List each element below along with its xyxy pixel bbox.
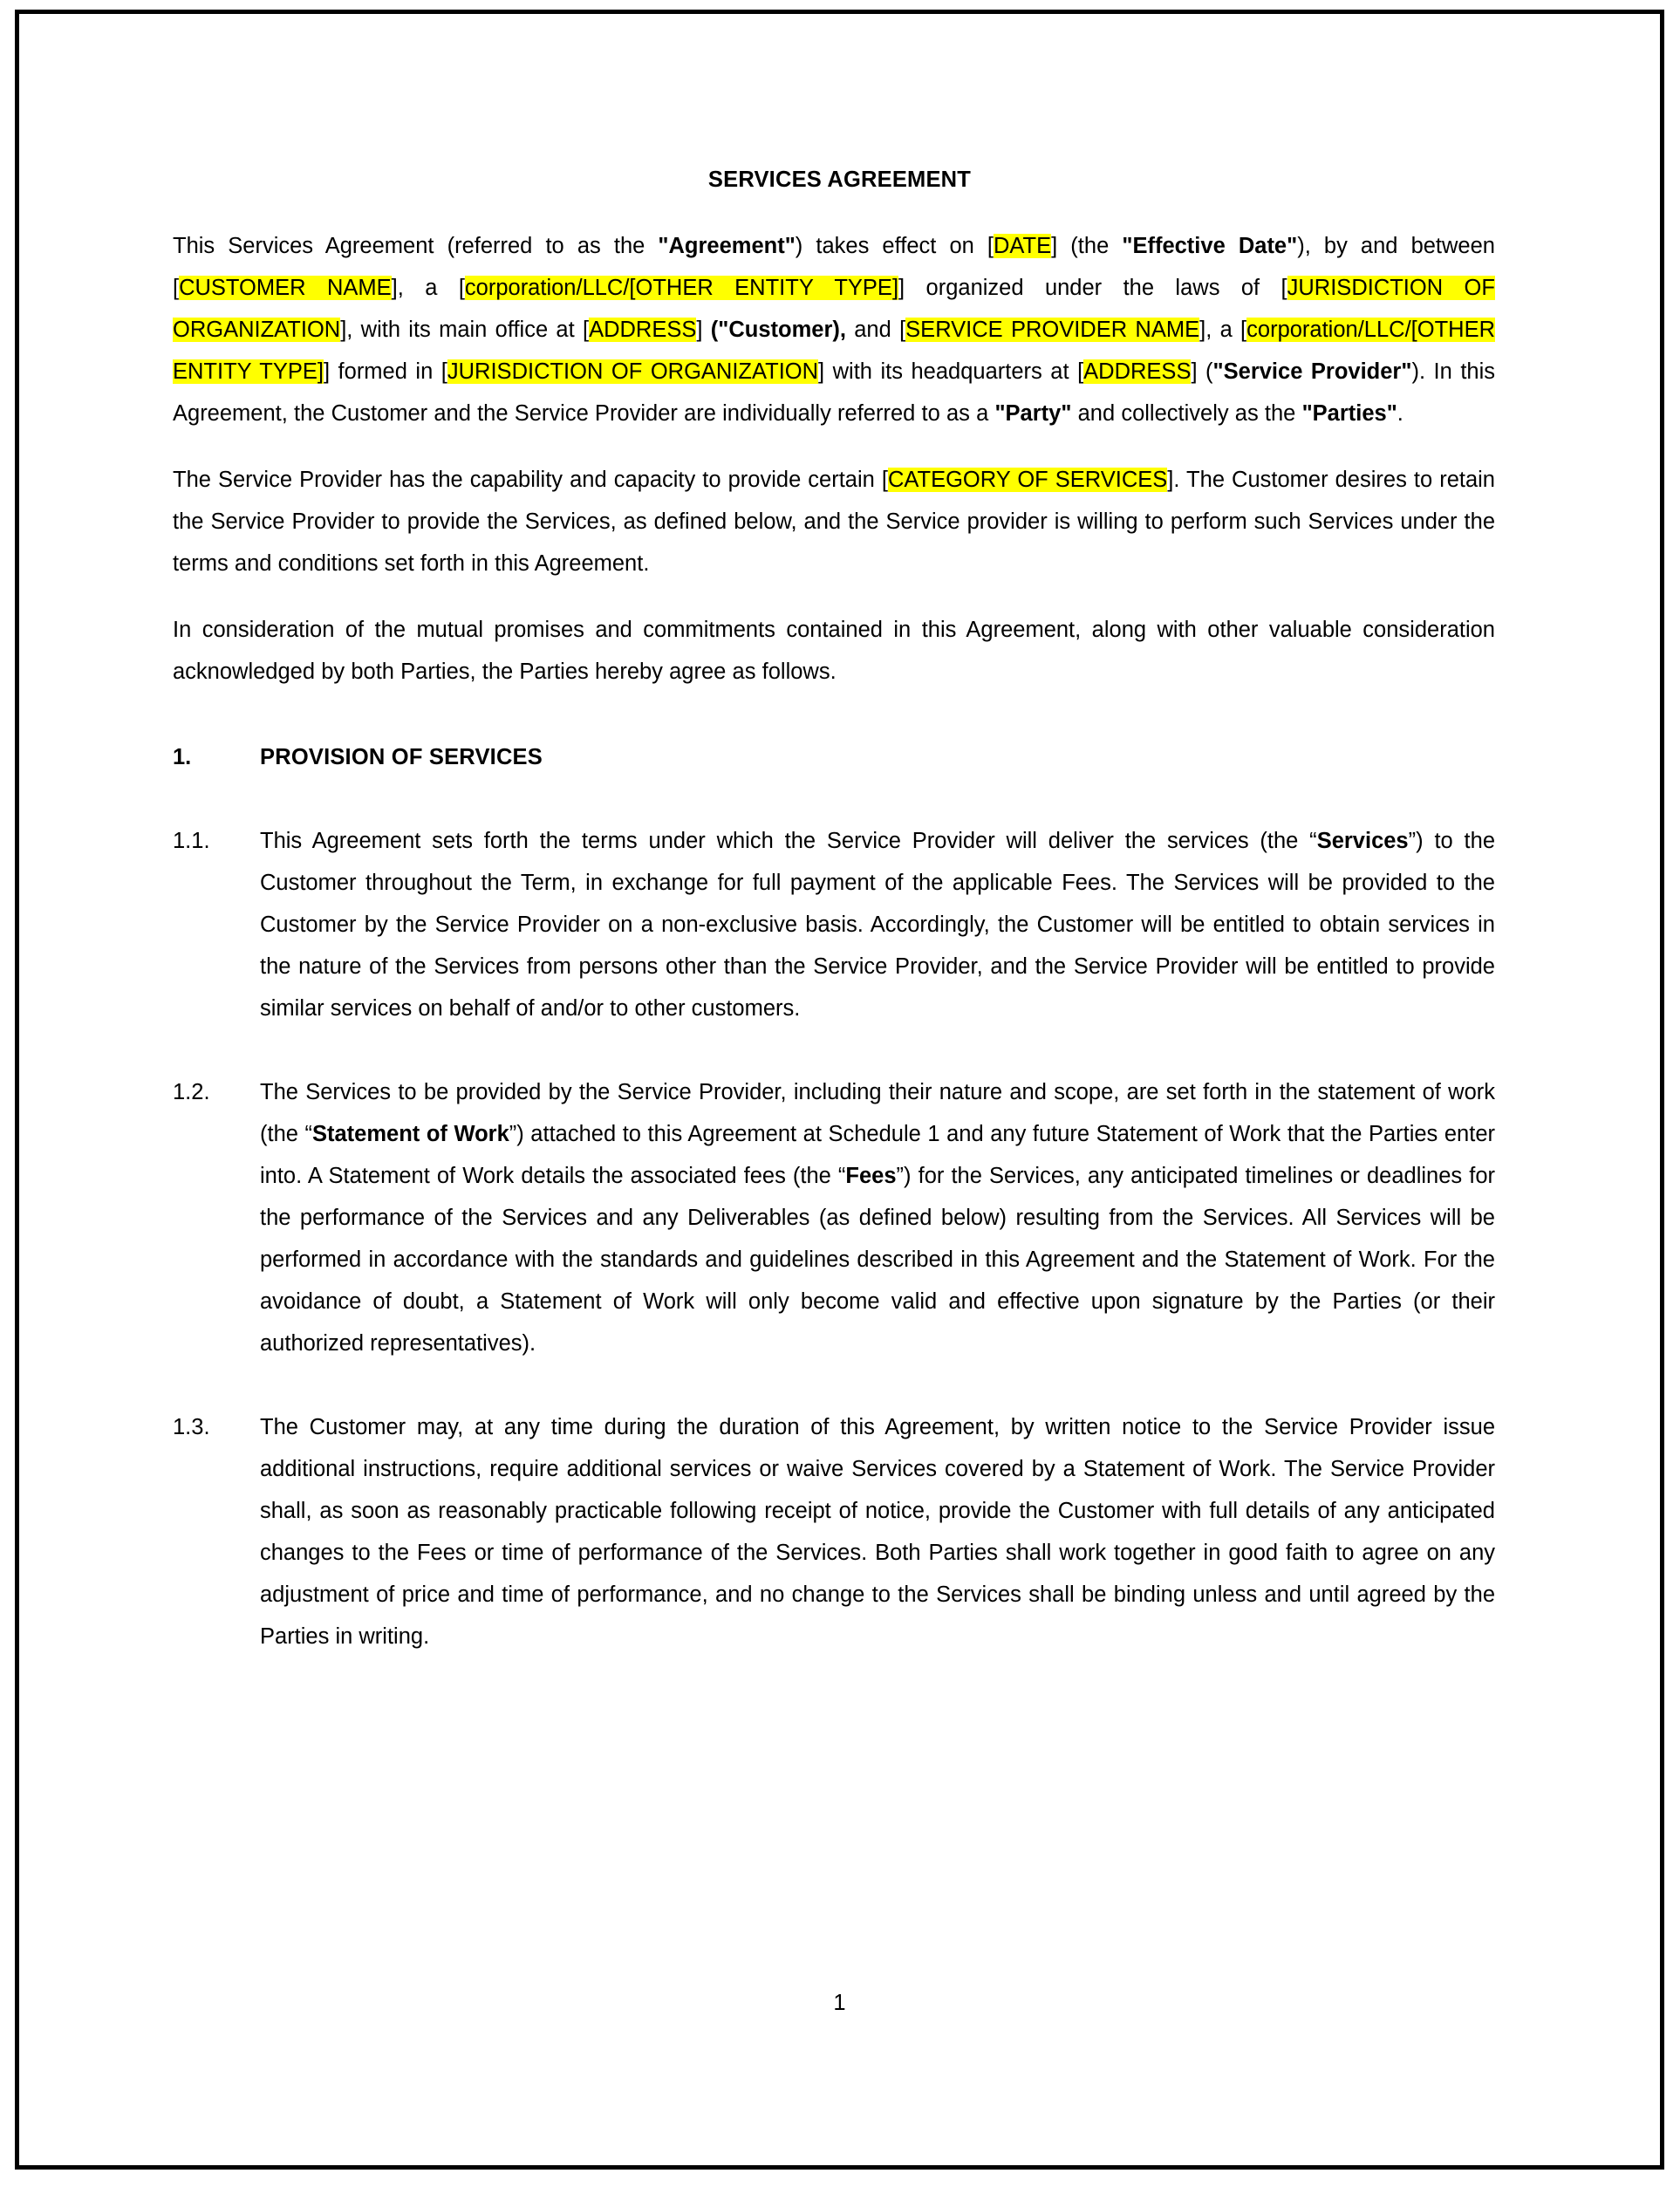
placeholder-customer-entity-type: corporation/LLC/[OTHER ENTITY TYPE] — [464, 275, 899, 300]
preamble-p2-text-2: ]. The Customer desires to retain the Service Provider to provide the Services, as defined below, and the Service provider is willing to perform such Services under the terms and conditions set forth in this Agreement. — [173, 467, 1495, 576]
section-heading-1 — [173, 717, 1495, 778]
page-number: 1 — [833, 1991, 846, 2015]
clause-text-1-3 — [260, 1406, 1495, 1657]
preamble-p1-text-12: ] with its headquarters at [ — [818, 359, 1084, 384]
preamble-p1-text-6: ] organized under the laws of [ — [898, 275, 1287, 300]
clause-text-1-2 — [260, 1071, 1495, 1364]
preamble-p1-text-3: ] (the — [1051, 233, 1123, 258]
preamble-p1-text-10: ], a [ — [1199, 317, 1247, 342]
term-agreement: "Agreement" — [658, 233, 796, 258]
term-party: "Party" — [994, 400, 1072, 426]
term-fees: Fees — [845, 1163, 897, 1188]
section-title-1: PROVISION OF SERVICES — [260, 744, 543, 769]
clause-1-3 — [173, 1406, 1495, 1657]
preamble-p1-text-1: This Services Agreement (referred to as the — [173, 233, 659, 258]
placeholder-customer-address: ADDRESS — [589, 317, 697, 342]
document-body — [173, 225, 1495, 1657]
placeholder-category-of-services: CATEGORY OF SERVICES — [887, 467, 1168, 492]
term-statement-of-work: Statement of Work — [312, 1121, 509, 1146]
clause-1-2 — [173, 1071, 1495, 1364]
preamble-p2-text-1: The Service Provider has the capability and capacity to provide certain [ — [173, 467, 888, 492]
preamble-p1-text-4: ), by and between [ — [173, 233, 1495, 300]
clause-text-1-1 — [260, 820, 1495, 1029]
term-parties: "Parties" — [1301, 400, 1397, 426]
clause-1-1-text-1: This Agreement sets forth the terms under which the Service Provider will deliver the services (the “ — [260, 828, 1317, 853]
preamble-p1-text-8: ] — [696, 317, 711, 342]
term-service-provider: "Service Provider" — [1212, 359, 1412, 384]
document-page — [19, 14, 1660, 2165]
placeholder-provider-entity-type: corporation/LLC/[OTHER ENTITY TYPE] — [173, 317, 1495, 384]
term-services: Services — [1316, 828, 1409, 853]
term-effective-date: "Effective Date" — [1122, 233, 1298, 258]
placeholder-date: DATE — [994, 233, 1052, 258]
preamble-p1-text-11: ] formed in [ — [323, 359, 447, 384]
preamble-p1-text-7: ], with its main office at [ — [340, 317, 590, 342]
clause-1-1-text-2: ”) to the Customer throughout the Term, in exchange for full payment of the applicable Fees. The Services will be provided to the Customer by the Service Provider on a non-exclusive basis. Accordingly, the Customer will be entitled to obtain services in the nature of the Services from persons other than the Service Provider, and the Service Provider will be entitled to provide similar services on behalf of and/or to other customers. — [260, 828, 1495, 1021]
preamble-p1-text-9: and [ — [845, 317, 906, 342]
section-number-1: 1. — [173, 744, 192, 769]
preamble-p1-text-13: ] ( — [1191, 359, 1213, 384]
preamble-p3-text-1: In consideration of the mutual promises and commitments contained in this Agreement, along with other valuable consideration acknowledged by both Parties, the Parties hereby agree as follows. — [173, 617, 1495, 684]
preamble-p1-text-16: . — [1397, 400, 1403, 426]
term-customer: ("Customer), — [710, 317, 846, 342]
clause-number-1-2: 1.2. — [173, 1079, 210, 1104]
document-page-border — [15, 10, 1664, 2170]
preamble-p1-text-15: and collectively as the — [1071, 400, 1302, 426]
preamble-p1-text-2: ) takes effect on [ — [795, 233, 994, 258]
placeholder-provider-address: ADDRESS — [1083, 359, 1192, 384]
clause-1-2-text-1: The Services to be provided by the Service Provider, including their nature and scope, are set forth in the statement of work (the “ — [260, 1079, 1495, 1146]
clause-1-2-text-2: ”) attached to this Agreement at Schedule 1 and any future Statement of Work that the Parties enter into. A Statement of Work details the associated fees (the “ — [260, 1121, 1495, 1188]
clause-number-1-1: 1.1. — [173, 828, 210, 853]
clause-number-1-3: 1.3. — [173, 1414, 210, 1439]
clause-1-2-text-3: ”) for the Services, any anticipated timelines or deadlines for the performance of the Services and any Deliverables (as defined below) resulting from the Services. All Services will be performed in accordance with the standards and guidelines described in this Agreement and the Statement of Work. For the avoidance of doubt, a Statement of Work will only become valid and effective upon signature by the Parties (or their authorized representatives). — [260, 1163, 1495, 1356]
placeholder-service-provider-name: SERVICE PROVIDER NAME — [905, 317, 1200, 342]
preamble-paragraph-1 — [173, 225, 1495, 434]
placeholder-customer-jurisdiction: JURISDICTION OF ORGANIZATION — [173, 275, 1495, 342]
placeholder-provider-jurisdiction: JURISDICTION OF ORGANIZATION — [447, 359, 819, 384]
clause-1-1 — [173, 820, 1495, 1029]
preamble-paragraph-3 — [173, 609, 1495, 693]
preamble-paragraph-2 — [173, 459, 1495, 584]
preamble-p1-text-14: ). In this Agreement, the Customer and the Service Provider are individually referred to as a — [173, 359, 1496, 426]
placeholder-customer-name: CUSTOMER NAME — [179, 275, 392, 300]
clause-1-3-text-1: The Customer may, at any time during the duration of this Agreement, by written notice to the Service Provider issue additional instructions, require additional services or waive Services covered by a Statement of Work. The Service Provider shall, as soon as reasonably practicable following receipt of notice, provide the Customer with full details of any anticipated changes to the Fees or time of performance of the Services. Both Parties shall work together in good faith to agree on any adjustment of price and time of performance, and no change to the Services shall be binding unless and until agreed by the Parties in writing. — [260, 1414, 1495, 1649]
preamble-p1-text-5: ], a [ — [391, 275, 465, 300]
page-title: SERVICES AGREEMENT — [707, 167, 972, 192]
